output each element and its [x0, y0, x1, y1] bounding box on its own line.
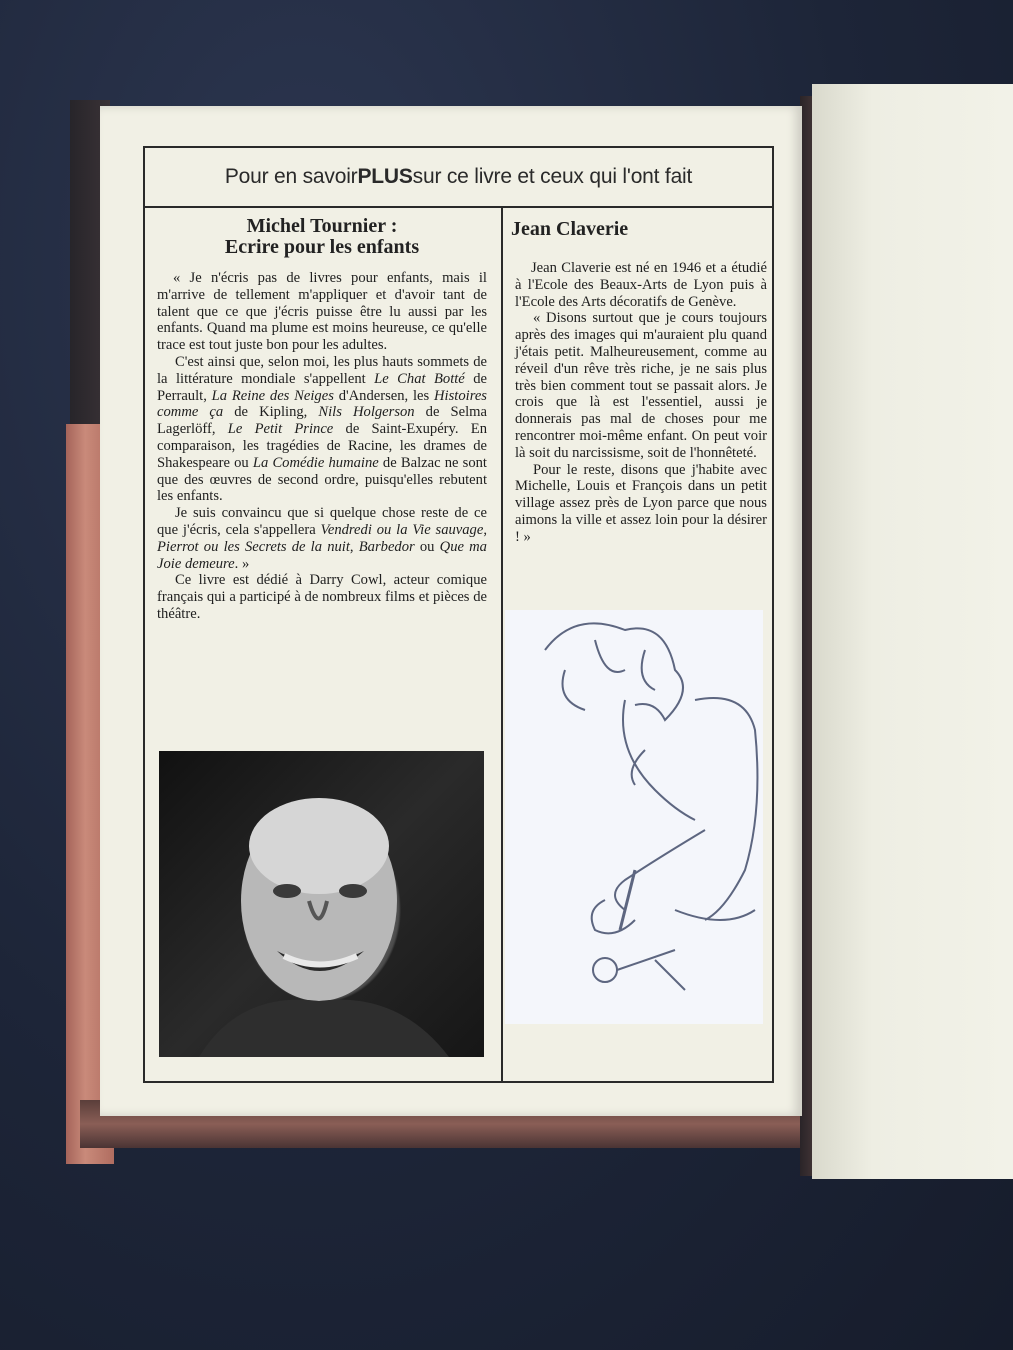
- illustrator-self-portrait-drawing: [505, 610, 763, 1024]
- hand-shape: [592, 900, 635, 933]
- left-paragraph-2: [157, 354, 487, 505]
- shirt-shape: [199, 1000, 449, 1057]
- left-column: [157, 208, 487, 623]
- left-title-line2: Ecrire pour les enfants: [224, 236, 420, 258]
- left-paragraph-4: Ce livre est dédié à Darry Cowl, acteur comique français qui a participé à de nombreux films et pièces de théâtre.: [157, 572, 487, 622]
- back-shoulder: [695, 698, 757, 920]
- forehead-shape: [249, 798, 389, 894]
- left-paragraph-1: « Je n'écris pas de livres pour enfants, mais il m'arrive de tellement m'appliquer et d'avoir tant de talent que ce que j'écris puisse être lu aussi par les enfants. Quand ma plume est moins heureuse, ce qu'elle trace est tout juste bon pour les adultes.: [157, 270, 487, 354]
- text-run: Je suis convaincu que si quelque chose reste de ce que j'écris, cela s'appellera: [157, 505, 487, 538]
- text-run: de Kipling,: [223, 404, 319, 421]
- left-title-line1: Michel Tournier :: [246, 215, 398, 237]
- right-title: Jean Claverie: [511, 218, 629, 240]
- title-run: La Reine des Neiges: [211, 387, 334, 404]
- text-run: de Balzac ne sont que des œuvres de second ordre, puisqu'elles rebutent les enfants.: [157, 454, 487, 505]
- text-run: de Perrault,: [157, 370, 487, 404]
- right-paragraph-2: « Disons surtout que je cours toujours après des images qui m'auraient plu quand j'étais petit. Malheureusement, comme au réveil d'un rêve très riche, je ne sais plus très bien comment tout se passait alors. Je crois que là est l'essentiel, aussi je donnerais pas mal de choses pour me rencontrer moi-même enfant. On peut voir là soit du narcissisme, soit de l'honnêteté.: [515, 310, 767, 461]
- small-drawn-figure-lines: [617, 950, 685, 990]
- author-portrait-photo: [159, 751, 484, 1057]
- title-run: Le Petit Prince: [227, 421, 334, 438]
- title-run: Le Chat Botté: [374, 370, 465, 387]
- left-paragraph-3: [157, 505, 487, 572]
- hair-strands: [563, 640, 656, 710]
- column-divider: [501, 208, 503, 1083]
- text-run: ,: [483, 521, 487, 538]
- drawing-svg: [505, 610, 763, 1024]
- header-text-after: sur ce livre et ceux qui l'ont fait: [412, 165, 693, 188]
- title-run: Que ma Joie demeure: [157, 538, 487, 572]
- title-run: Barbedor: [358, 538, 415, 555]
- title-run: Nils Holgerson: [318, 404, 415, 421]
- text-run: d'Andersen, les: [333, 387, 435, 404]
- portrait-svg: [159, 751, 484, 1057]
- right-paragraph-1: Jean Claverie est né en 1946 et a étudié à l'Ecole des Beaux-Arts de Lyon puis à l'Ecole des Arts décoratifs de Genève.: [515, 260, 767, 310]
- header-text-before: Pour en savoir: [224, 165, 358, 188]
- info-box: [143, 146, 774, 1083]
- right-eye-shape: [339, 884, 367, 898]
- face-profile: [623, 700, 695, 820]
- page-header: [145, 148, 772, 208]
- small-drawn-figure-head: [593, 958, 617, 982]
- text-run: ,: [349, 538, 359, 555]
- left-title: [157, 216, 487, 258]
- paper-edge: [675, 910, 755, 920]
- text-run: . »: [234, 555, 250, 572]
- text-run: C'est ainsi que, selon moi, les plus hauts sommets de la littérature mondiale s'appellent: [157, 353, 487, 387]
- title-run: Histoires comme ça: [157, 387, 487, 421]
- right-paragraph-3: Pour le reste, disons que j'habite avec Michelle, Louis et François dans un petit village assez près de Lyon parce que nous aimons la ville et assez loin pour la désirer ! »: [515, 461, 767, 545]
- text-run: ou: [414, 538, 440, 555]
- text-run: de Saint-Exupéry. En comparaison, les tragédies de Racine, les drames de Shakespeare ou: [157, 421, 487, 471]
- title-run: Pierrot ou les Secrets de la nuit: [157, 538, 350, 555]
- left-eye-shape: [273, 884, 301, 898]
- facing-page: [812, 84, 1013, 1179]
- header-text-bold: PLUS: [357, 165, 413, 188]
- title-run: Vendredi ou la Vie sauvage: [320, 521, 484, 538]
- text-run: de Selma Lagerlöff,: [157, 404, 487, 438]
- title-run: La Comédie humaine: [252, 454, 379, 471]
- nose-line: [632, 750, 645, 785]
- right-column: [511, 208, 767, 546]
